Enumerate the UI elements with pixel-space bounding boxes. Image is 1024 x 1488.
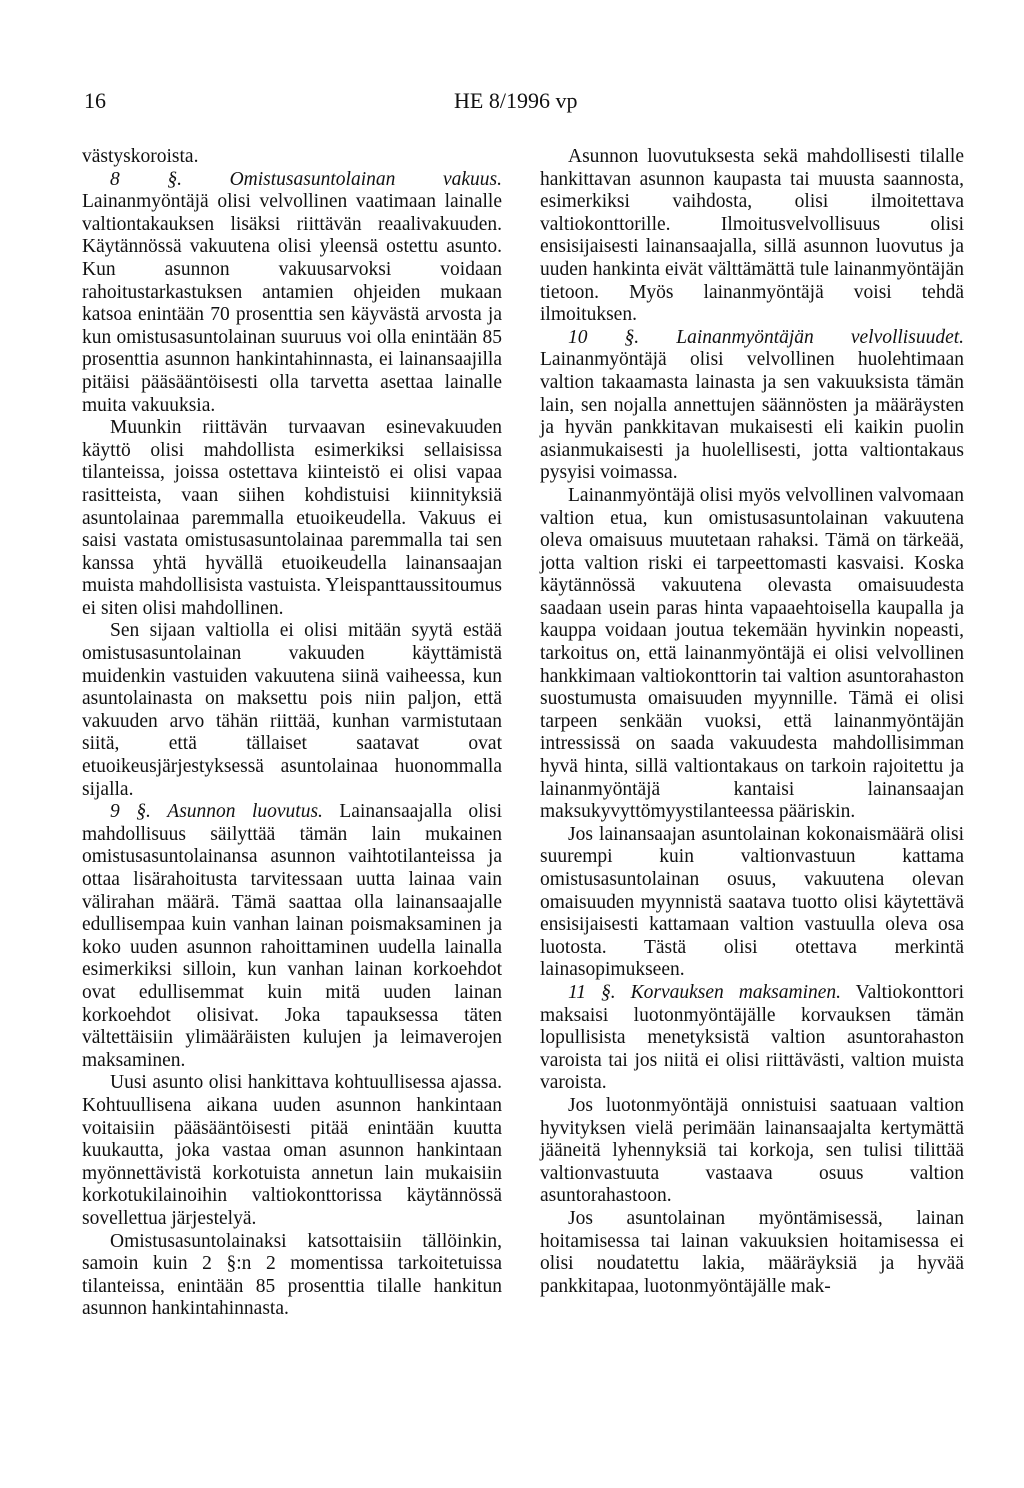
page-number: 16 (84, 88, 106, 113)
paragraph-text: Jos asuntolainan myöntämisessä, lainan hoitamisessa tai lainan vakuuksien hoitamisessa ei olisi noudatettu lakia, määräyksiä ja hyvää pankkitapaa, luotonmyöntäjälle mak- (540, 1207, 964, 1297)
section-body: Valtiokonttori maksaisi luotonmyöntäjälle korvauksen tämän lopullisista menetyksistä valtion asuntorahaston varoista tai jos niitä ei olisi riittävästi, valtion muista varoista. (540, 981, 964, 1094)
section-title: Omistusasuntolainan vakuus. (229, 168, 502, 190)
paragraph-text: Uusi asunto olisi hankittava kohtuullisessa ajassa. Kohtuullisena aikana uuden asunnon hankintaan voitaisiin pääsääntöisesti pitää enintään kuutta kuukautta, joka vastaa oman asunnon hankintaan myönnettävistä korkotuista annetun lain mukaisiin korkotukilainoihin valtiokonttorissa käytännössä sovellettua järjestelyä. (82, 1072, 502, 1229)
section-paragraph (540, 327, 964, 485)
paragraph (540, 1095, 964, 1208)
section-body: Lainansaajalla olisi mahdollisuus säilyttää tämän lain mukainen omistusasuntolainansa asunnon vaihtotilanteissa ja ottaa lisärahoitusta tarvitessaan uutta lainaa vain välirahan määrä. Tämä saattaa olla lainansaajalle edullisempaa kuin vanhan lainan poismaksaminen ja koko uuden asunnon rahoittaminen uudella lainalla esimerkiksi silloin, kun vanhan lainan korkoehdot ovat edullisemmat kuin mitä uuden lainan korkoehdot olisivat. Joka tapauksessa täten vältettäisiin ylimääräisten kulujen ja leimaverojen maksaminen. (82, 801, 503, 1071)
paragraph-text: Sen sijaan valtiolla ei olisi mitään syytä estää omistusasuntolainan vakuuden käyttämistä muidenkin vastuiden vakuutena siinä vaiheessa, kun asuntolainasta on maksettu pois niin paljon, että vakuuden arvo tähän riittää, kunhan varmistutaan siitä, että tällaiset saatavat ovat etuoikeusjärjestyksessä asuntolainaa huonommalla sijalla. (82, 620, 502, 800)
section-number: 10 §. (568, 326, 640, 348)
paragraph-text: Omistusasuntolainaksi katsottaisiin tällöinkin, samoin kuin 2 §:n 2 momentissa tarkoitetuissa tilanteissa, enintään 85 prosenttia tilalle hankitun asunnon hankintahinnasta. (82, 1230, 502, 1320)
paragraph (540, 485, 964, 824)
section-paragraph (82, 801, 502, 1072)
section-paragraph (540, 982, 964, 1095)
paragraph (82, 1231, 502, 1321)
section-title: Lainanmyöntäjän velvollisuudet. (676, 326, 965, 348)
document-id: HE 8/1996 vp (454, 88, 578, 113)
section-number: 11 §. (568, 981, 616, 1003)
page-header (84, 88, 988, 114)
section-number: 9 §. (110, 801, 151, 823)
paragraph (82, 417, 502, 620)
section-title: Asunnon luovutus. (167, 801, 323, 823)
left-column (82, 146, 502, 1321)
paragraph-text: Jos luotonmyöntäjä onnistuisi saatuaan valtion hyvityksen vielä perimään lainansaajalta kertymättä jääneitä lyhennyksiä tai korkoja, sen tulisi tilittää valtionvastuuta vastaava osuus valtion asuntorahastoon. (540, 1094, 964, 1207)
paragraph (540, 1208, 964, 1298)
right-column (540, 146, 964, 1298)
paragraph (540, 824, 964, 982)
paragraph-text: västyskoroista. (82, 146, 199, 167)
paragraph (82, 146, 502, 169)
paragraph (540, 146, 964, 327)
section-number: 8 §. (110, 168, 182, 190)
paragraph (82, 620, 502, 801)
section-body: Lainanmyöntäjä olisi velvollinen huolehtimaan valtion takaamasta lainasta ja sen vakuuksista tämän lain, sen nojalla annettujen säännösten ja määräysten ja hyvän pankkitavan mukaisesti eli kaikin puolin asianmukaisesti ja huolellisesti, jotta valtiontakaus pysyisi voimassa. (540, 349, 964, 484)
paragraph-text: Jos lainansaajan asuntolainan kokonaismäärä olisi suurempi kuin valtionvastuun kattama omistusasuntolainan osuus, vakuutena olevan omaisuuden myynnistä saatava tuotto olisi käytettävä ensisijaisesti kattamaan valtion vastuulla oleva osa luotosta. Tästä olisi otettava merkintä lainasopimukseen. (540, 823, 964, 981)
paragraph-text: Lainanmyöntäjä olisi myös velvollinen valvomaan valtion etua, kun omistusasuntolainan vakuutena oleva omaisuus muutetaan rahaksi. Tämä on tärkeää, jotta valtion riski ei tarpeettomasti kasvaisi. Koska käytännössä vakuutena olevasta omaisuudesta saadaan usein paras hinta vapaaehtoisella kaupalla ja kauppa voidaan joutua tekemään hyvinkin nopeasti, tarkoitus on, että lainanmyöntäjä ei olisi velvollinen hankkimaan valtiokonttorin tai valtion asuntorahaston suostumusta omaisuuden myynnille. Tämä ei olisi tarpeen senkään vuoksi, että lainanmyöntäjän intressissä on saada vakuudesta mahdollisimman hyvä hinta, sillä valtiontakaus on tarkoin rajoitettu ja lainanmyöntäjä kantaisi lainansaajan maksukyvyttömyystilanteessa pääriskin. (540, 484, 964, 823)
section-paragraph (82, 169, 502, 418)
paragraph-text: Muunkin riittävän turvaavan esinevakuuden käyttö olisi mahdollista esimerkiksi sellaisissa tilanteissa, joissa ostettava kiinteistö ei olisi vapaa rasitteista, vaan siihen kohdistuisi kiinnityksiä asuntolainaa paremmalla etuoikeudella. Vakuus ei saisi vastata omistusasuntolainaa paremmalla tai sen kanssa yhtä hyvällä etuoikeudella lainansaajan muista mahdollisista vastuista. Yleispanttaussitoumus ei siten olisi mahdollinen. (82, 417, 502, 619)
paragraph (82, 1072, 502, 1230)
section-title: Korvauksen maksaminen. (630, 981, 842, 1003)
section-body: Lainanmyöntäjä olisi velvollinen vaatimaan lainalle valtiontakauksen lisäksi riittävän reaalivakuuden. Käytännössä vakuutena olisi yleensä ostettu asunto. Kun asunnon vakuusarvoksi voidaan rahoitustarkastuksen antamien ohjeiden mukaan katsoa enintään 70 prosenttia sen käyvästä arvosta ja kun omistusasuntolainan suuruus voi olla enintään 85 prosenttia asunnon hankintahinnasta, ei lainansaajilla pitäisi pääsääntöisesti olla tarvetta asettaa lainalle muita vakuuksia. (82, 191, 502, 416)
paragraph-text: Asunnon luovutuksesta sekä mahdollisesti tilalle hankittavan asunnon kaupasta tai muusta saannosta, esimerkiksi vaihdosta, olisi ilmoitettava valtiokonttorille. Ilmoitusvelvollisuus olisi ensisijaisesti lainansaajalla, sillä asunnon luovutus ja uuden hankinta eivät välttämättä tule lainanmyöntäjän tietoon. Myös lainanmyöntäjä voisi tehdä ilmoituksen. (540, 146, 964, 326)
